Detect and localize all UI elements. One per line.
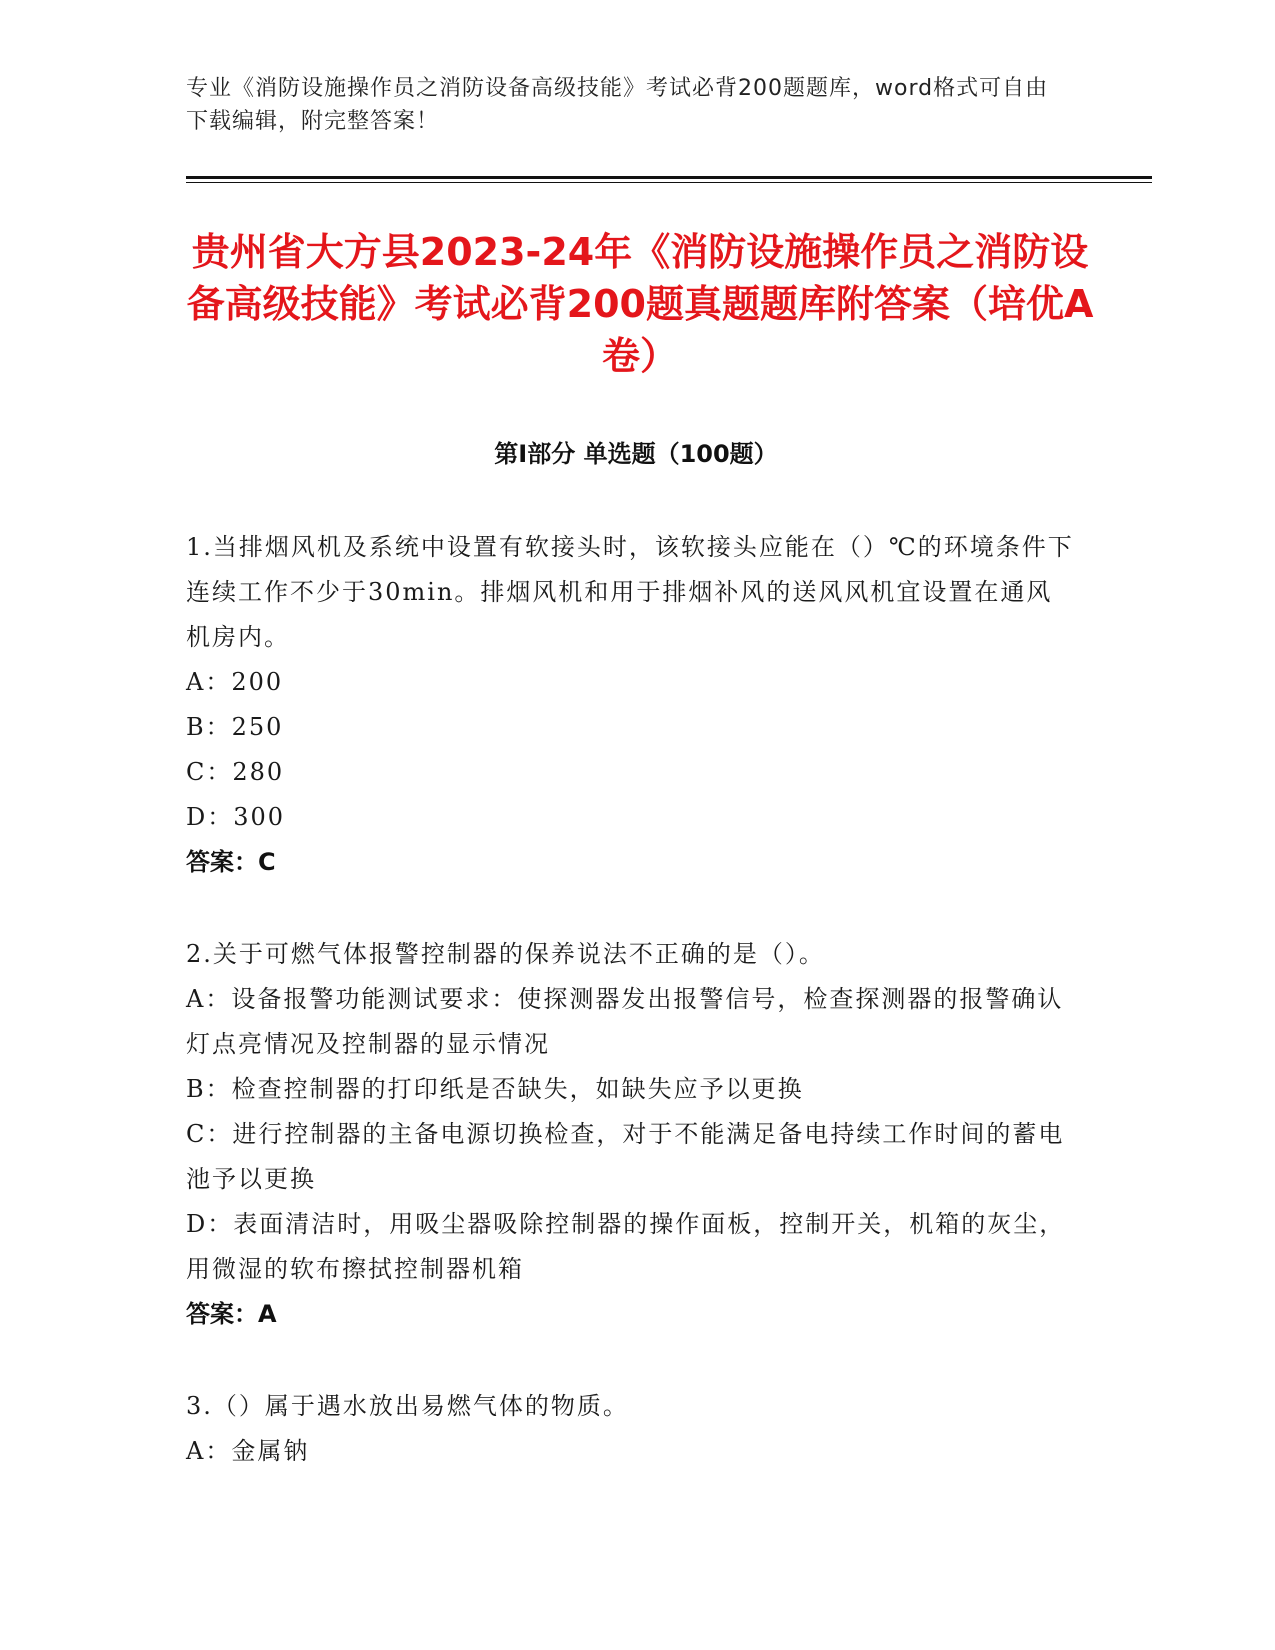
section-heading: 第Ⅰ部分 单选题（100题） [494,440,778,468]
option-d: D：表面清洁时，用吸尘器吸除控制器的操作面板，控制开关，机箱的灰尘，用微湿的软布擦拭控制器机箱 [186,1210,1066,1283]
header-divider-thin [186,182,1152,183]
header-divider-thick [186,176,1152,179]
question-3 [186,1384,1076,1474]
document-title: 贵州省大方县2023-24年《消防设施操作员之消防设备高级技能》考试必背200题真题题库附答案（培优A卷） [186,230,1094,378]
question-2 [186,932,1076,1337]
question-stem: 3.（）属于遇水放出易燃气体的物质。 [186,1392,629,1420]
option-a: A：200 [186,668,284,696]
answer: 答案：C [186,848,276,876]
option-a: A：设备报警功能测试要求：使探测器发出报警信号，检查探测器的报警确认灯点亮情况及控制器的显示情况 [186,985,1064,1058]
question-list [186,525,1076,1521]
question-1 [186,525,1076,885]
header-note: 专业《消防设施操作员之消防设备高级技能》考试必背200题题库，word格式可自由下载编辑，附完整答案！ [186,76,1049,134]
option-a: A：金属钠 [186,1437,310,1465]
option-c: C：280 [186,758,285,786]
option-d: D：300 [186,803,286,831]
option-c: C：进行控制器的主备电源切换检查，对于不能满足备电持续工作时间的蓄电池予以更换 [186,1120,1065,1193]
option-b: B：检查控制器的打印纸是否缺失，如缺失应予以更换 [186,1075,804,1103]
question-stem: 1.当排烟风机及系统中设置有软接头时，该软接头应能在（）℃的环境条件下连续工作不少于30min。排烟风机和用于排烟补风的送风风机宜设置在通风机房内。 [186,533,1074,651]
answer: 答案：A [186,1300,277,1328]
question-stem: 2.关于可燃气体报警控制器的保养说法不正确的是（）。 [186,940,825,968]
option-b: B：250 [186,713,284,741]
